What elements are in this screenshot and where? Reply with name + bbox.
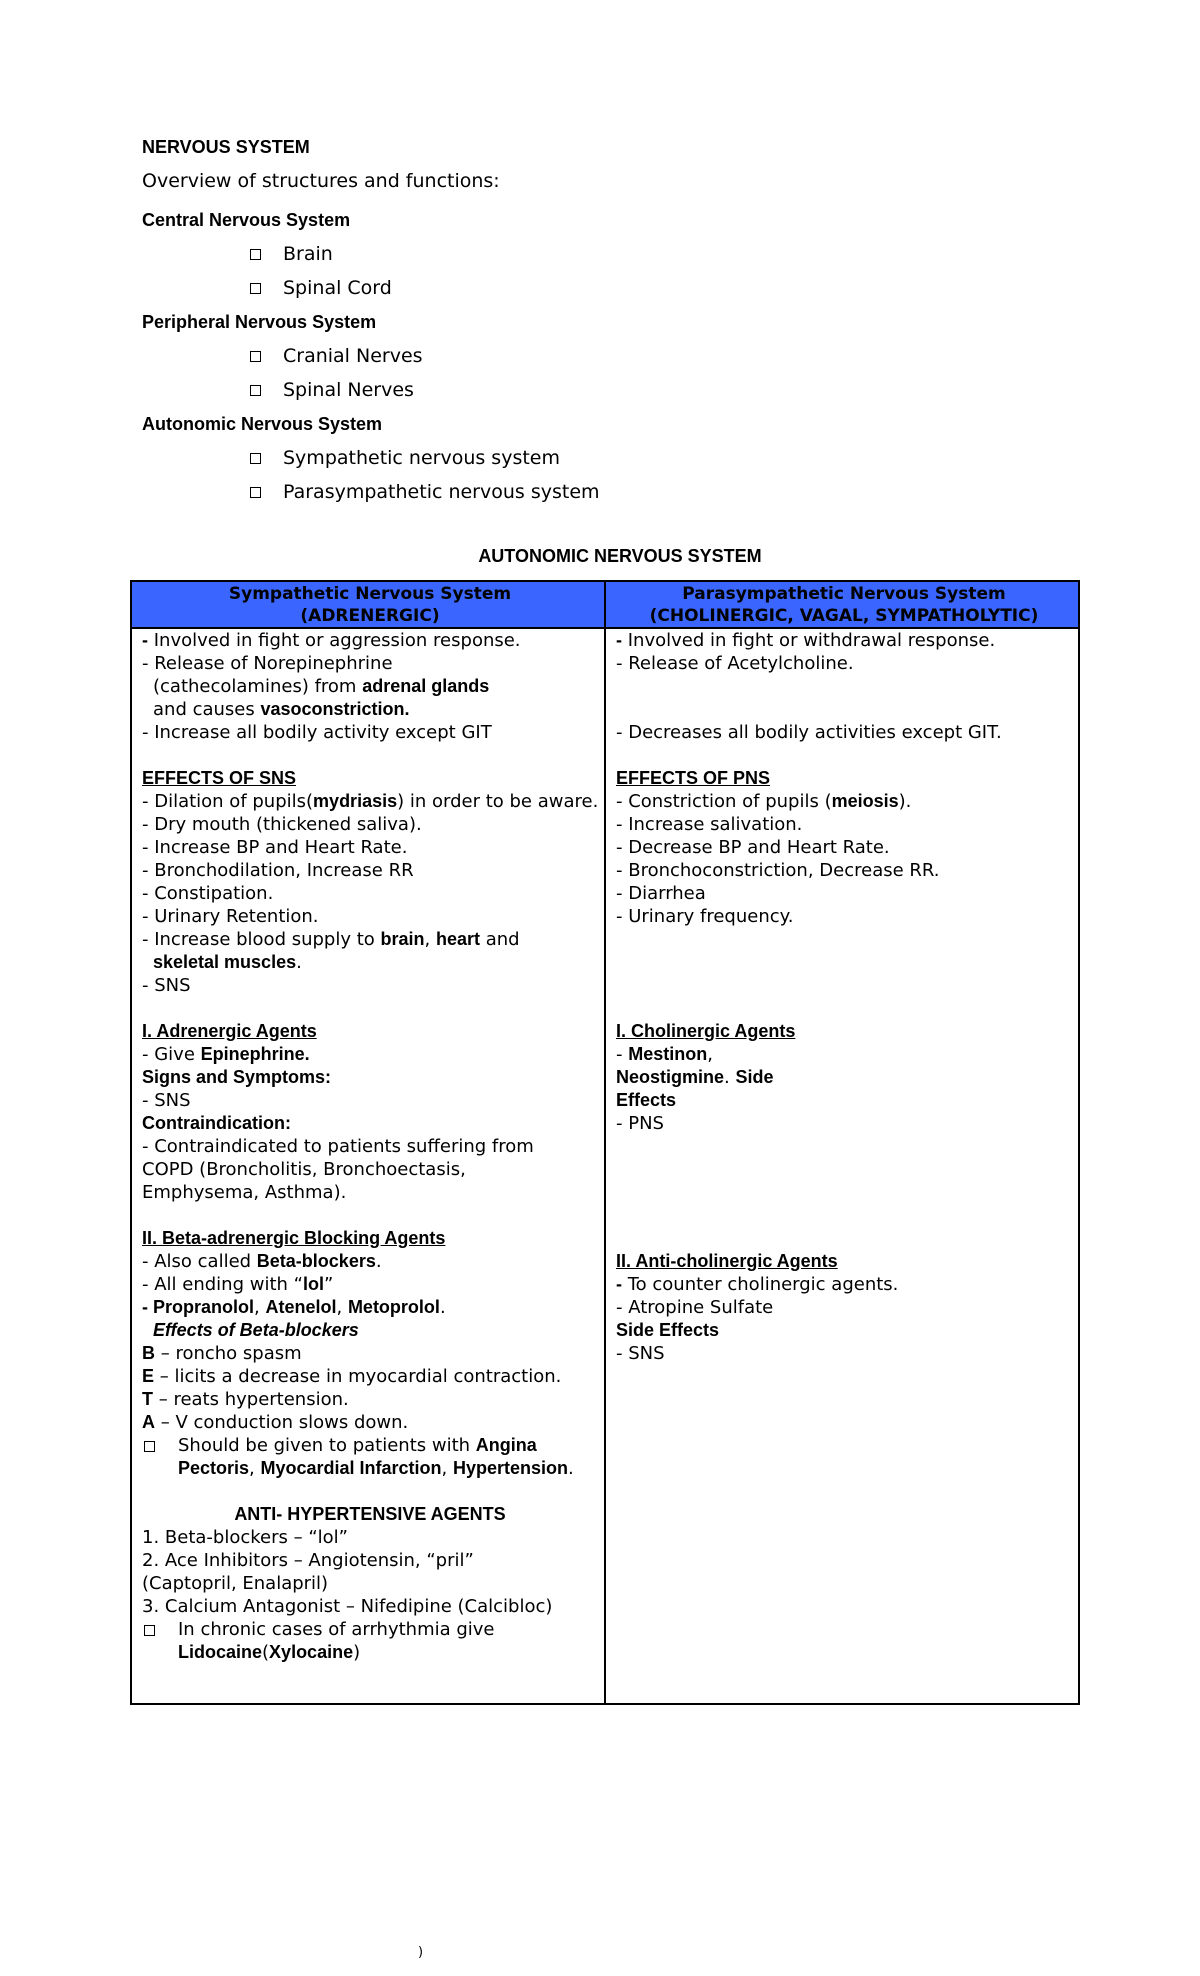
overview-line: Overview of structures and functions: bbox=[142, 170, 500, 192]
anti-hypertensive-heading: ANTI- HYPERTENSIVE AGENTS bbox=[234, 1504, 506, 1524]
beta-blocking-heading: II. Beta-adrenergic Blocking Agents bbox=[142, 1228, 446, 1248]
checkbox-icon bbox=[250, 249, 261, 260]
outline-item: Cranial Nerves bbox=[142, 341, 842, 375]
outline-item: Brain bbox=[142, 239, 842, 273]
table-title: AUTONOMIC NERVOUS SYSTEM bbox=[478, 546, 762, 566]
checkbox-icon bbox=[250, 351, 261, 362]
checkbox-icon bbox=[250, 385, 261, 396]
footer-mark: ) bbox=[418, 1945, 424, 1960]
document-title: NERVOUS SYSTEM bbox=[142, 137, 310, 157]
pns-effects-heading: EFFECTS OF PNS bbox=[616, 768, 771, 788]
checkbox-icon bbox=[250, 283, 261, 294]
table-body-row bbox=[131, 628, 1079, 1704]
outline-item: Parasympathetic nervous system bbox=[142, 477, 842, 511]
section-heading-pns: Peripheral Nervous System bbox=[142, 312, 377, 332]
section-heading-cns: Central Nervous System bbox=[142, 210, 351, 230]
outline-item: Spinal Nerves bbox=[142, 375, 842, 409]
anti-cholinergic-heading: II. Anti-cholinergic Agents bbox=[616, 1251, 838, 1271]
outline-item: Sympathetic nervous system bbox=[142, 443, 842, 477]
checkbox-icon bbox=[250, 487, 261, 498]
adrenergic-agents-heading: I. Adrenergic Agents bbox=[142, 1021, 317, 1041]
pns-column: - Involved in fight or withdrawal response. - Release of Acetylcholine. - Decreases all bodily activities except GIT. EFFECTS OF PNS - Constriction of pupils (meiosis). - Increase salivation. - Decrease BP and Heart Rate. - Bronchoconstriction, Decrease RR. - Diarrhea - Urinary frequency. I. Cholinergic Agents - Mestinon, Neostigmine. Side Effects - PNS II. Anti-cholinergic Agents - To counter cholinergic agents. - Atropine Sulfate Side Effects - SNS bbox=[605, 628, 1079, 1704]
table-header-row bbox=[131, 581, 1079, 628]
ans-comparison-table bbox=[130, 580, 1080, 1705]
structure-outline bbox=[142, 205, 842, 511]
checkbox-icon bbox=[144, 1625, 155, 1636]
sns-effects-heading: EFFECTS OF SNS bbox=[142, 768, 297, 788]
section-heading-ans: Autonomic Nervous System bbox=[142, 414, 383, 434]
sns-header: Sympathetic Nervous System (ADRENERGIC) bbox=[131, 581, 605, 628]
sns-column: - Involved in fight or aggression response. - Release of Norepinephrine (cathecolamines) from adrenal glands and causes vasoconstriction. - Increase all bodily activity except GIT EFFECTS OF SNS - Dilation of pupils(mydriasis) in order to be aware. - Dry mouth (thickened saliva). - Increase BP and Heart Rate. - Bronchodilation, Increase RR - Constipation. - Urinary Retention. - Increase blood supply to brain, heart and skeletal muscles. - SNS I. Adrenergic Agents - Give Epinephrine. Signs and Symptoms: - SNS Contraindication: - Contraindicated to patients suffering from COPD (Broncholitis, Bronchoectasis, Emphysema, Asthma). II. Beta-adrenergic Blocking Agents - Also called Beta-blockers. - All ending with “lol” - Propranolol, Atenelol, Metoprolol. Effects of Beta-blockers B – roncho spasm E – licits a decrease in myocardial contraction. T – reats hypertension. A – V conduction slows down. Should be given to patients with Angina Pectoris, Myocardial Infarction, Hypertension. ANTI- HYPERTENSIVE AGENTS 1. Beta-blockers – “lol” 2. Ace Inhibitors – Angiotensin, “pril” (Captopril, Enalapril) 3. Calcium Antagonist – Nifedipine (Calcibloc) In chronic cases of arrhythmia give Lidocaine(Xylocaine) bbox=[131, 628, 605, 1704]
pns-header: Parasympathetic Nervous System (CHOLINERGIC, VAGAL, SYMPATHOLYTIC) bbox=[605, 581, 1079, 628]
cholinergic-agents-heading: I. Cholinergic Agents bbox=[616, 1021, 796, 1041]
checkbox-icon bbox=[250, 453, 261, 464]
outline-item: Spinal Cord bbox=[142, 273, 842, 307]
checkbox-icon bbox=[144, 1441, 155, 1452]
